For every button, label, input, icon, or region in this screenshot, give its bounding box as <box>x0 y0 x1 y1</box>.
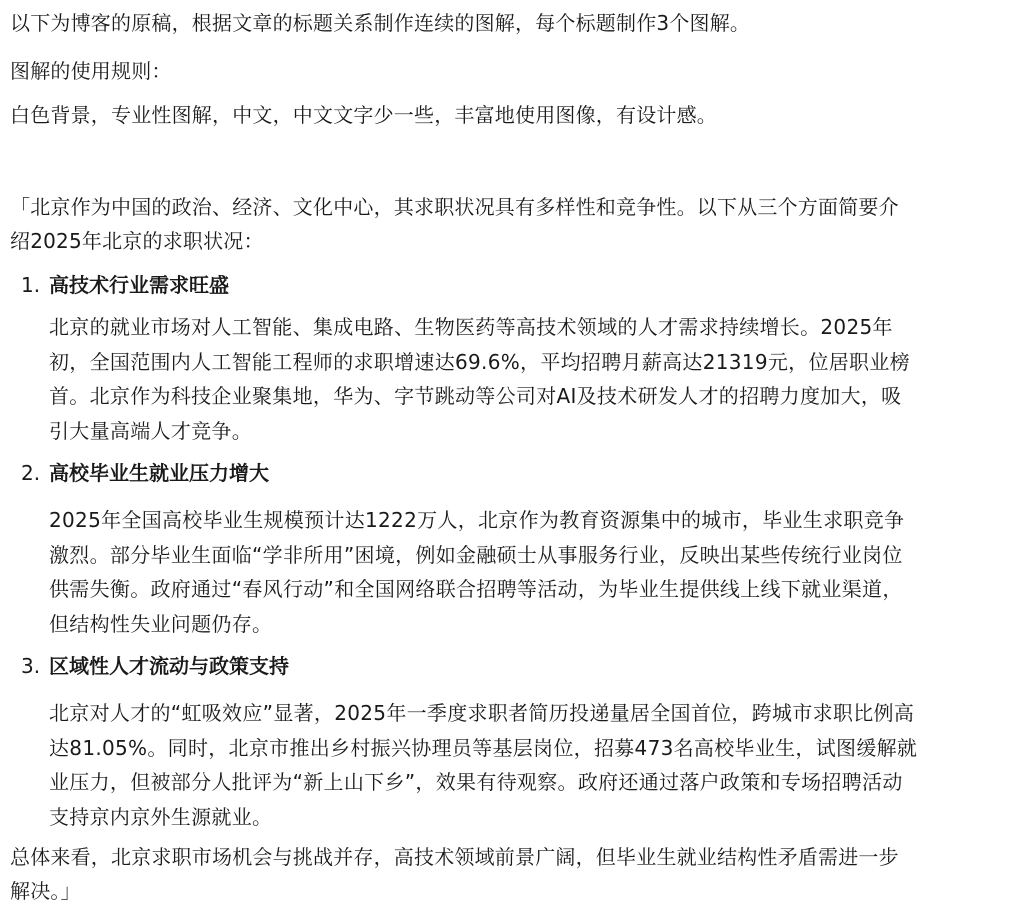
section-body <box>49 503 1004 641</box>
intro-instruction: 以下为博客的原稿，根据文章的标题关系制作连续的图解，每个标题制作3个图解。 <box>10 11 751 35</box>
conclusion-line-1: 总体来看，北京求职市场机会与挑战并存，高技术领域前景广阔，但毕业生就业结构性矛盾需进一步 <box>10 845 899 869</box>
body-line: 但结构性失业问题仍存。 <box>49 611 273 636</box>
body-line: 北京的就业市场对人工智能、集成电路、生物医药等高技术领域的人才需求持续增长。2025年 <box>49 315 893 339</box>
article-lead-line-1: 「北京作为中国的政治、经济、文化中心，其求职状况具有多样性和竞争性。以下从三个方面简要介 <box>10 195 899 219</box>
section-body <box>49 310 1004 448</box>
section-number: 2. <box>21 461 41 485</box>
body-line: 供需失衡。政府通过“春风行动”和全国网络联合招聘等活动，为毕业生提供线上线下就业渠道， <box>49 577 903 601</box>
section-title: 区域性人才流动与政策支持 <box>49 654 289 678</box>
section-title: 高校毕业生就业压力增大 <box>49 461 269 485</box>
body-line: 首。北京作为科技企业聚集地，华为、字节跳动等公司对AI及技术研发人才的招聘力度加大，吸 <box>49 384 902 408</box>
intro-rules-heading: 图解的使用规则： <box>10 59 172 83</box>
intro-rules-text: 白色背景，专业性图解，中文，中文文字少一些，丰富地使用图像，有设计感。 <box>10 103 717 127</box>
body-line: 业压力，但被部分人批评为“新上山下乡”，效果有待观察。政府还通过落户政策和专场招聘活动 <box>49 770 903 794</box>
section-title: 高技术行业需求旺盛 <box>49 273 229 297</box>
section-number: 1. <box>21 273 41 297</box>
body-line: 北京对人才的“虹吸效应”显著，2025年一季度求职者简历投递量居全国首位，跨城市求职比例高 <box>49 701 915 725</box>
section-number: 3. <box>21 654 41 678</box>
body-line: 激烈。部分毕业生面临“学非所用”困境，例如金融硕士从事服务行业，反映出某些传统行业岗位 <box>49 542 903 567</box>
conclusion-line-2: 解决。」 <box>10 879 81 903</box>
section-body <box>49 696 1004 834</box>
body-line: 2025年全国高校毕业生规模预计达1222万人，北京作为教育资源集中的城市，毕业生求职竞争 <box>49 508 905 532</box>
article-lead-line-2: 绍2025年北京的求职状况： <box>10 229 264 253</box>
body-line: 达81.05%。同时，北京市推出乡村振兴协理员等基层岗位，招募473名高校毕业生，试图缓解就 <box>49 735 918 760</box>
body-line: 引大量高端人才竞争。 <box>49 418 252 443</box>
body-line: 初，全国范围内人工智能工程师的求职增速达69.6%，平均招聘月薪高达21319元，位居职业榜 <box>49 349 910 374</box>
body-line: 支持京内京外生源就业。 <box>49 804 273 829</box>
